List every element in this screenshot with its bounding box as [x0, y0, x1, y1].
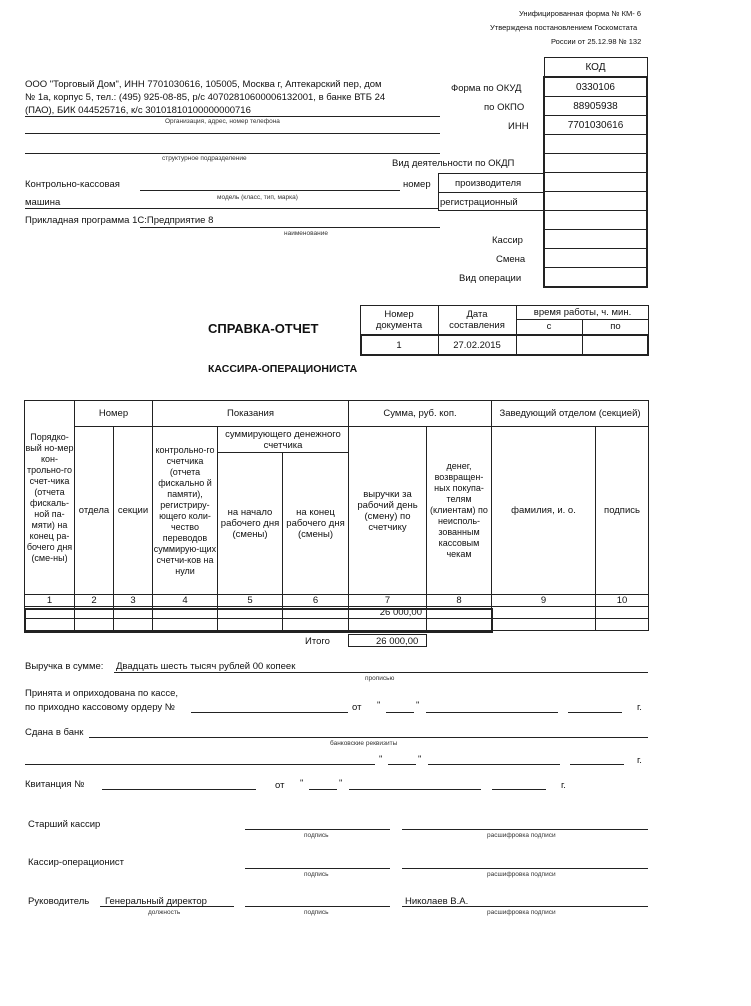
manufacturer-label: производителя	[455, 178, 522, 189]
manager-position: Генеральный директор	[105, 896, 207, 907]
kkm-label2: машина	[25, 197, 61, 208]
th-start: на начало рабочего дня (смены)	[218, 453, 283, 595]
accepted-line1: Принята и оприходована по кассе,	[25, 688, 179, 699]
col-num: 6	[283, 595, 349, 607]
th-section: секции	[114, 427, 153, 595]
col-num: 9	[492, 595, 596, 607]
col-num: 4	[153, 595, 218, 607]
bank-caption: банковские реквизиты	[330, 740, 398, 747]
total-label: Итого	[305, 636, 330, 647]
from-label: от	[352, 702, 362, 713]
doc-title: СПРАВКА-ОТЧЕТ	[208, 321, 319, 336]
column-numbers-row	[25, 595, 649, 607]
program-caption: наименование	[284, 230, 328, 237]
col-num: 1	[25, 595, 75, 607]
th-readings: Показания	[153, 401, 349, 427]
th-counter-no: Порядко-вый но-мер кон-трольно-го счет-чика (отчета фискаль-ной па-мяти) на конец ра-бочего дня (сме-ны)	[25, 401, 75, 595]
org-line2: № 1а, корпус 5, тел.: (495) 925-08-85, р/с 40702810600006132001, в банке ВТБ 24	[25, 92, 386, 103]
org-line3: (ПАО), БИК 044525716, к/с 30101810100000000716	[25, 105, 251, 116]
form-header-line3: России от 25.12.98 № 132	[551, 37, 642, 46]
shift-label: Смена	[496, 254, 526, 265]
org-line1: ООО "Торговый Дом", ИНН 7701030616, 105005, Москва г, Аптекарский пер, дом	[25, 79, 382, 90]
division-caption: структурное подразделение	[162, 155, 247, 162]
th-summing-counter: суммирующего денежного счетчика	[218, 427, 349, 453]
kkm-label1: Контрольно-кассовая	[25, 179, 120, 190]
th-revenue: выручки за рабочий день (смену) по счетчику	[349, 427, 427, 595]
col-num: 10	[596, 595, 649, 607]
doc-col-from: с	[546, 321, 552, 332]
col-num: 2	[75, 595, 114, 607]
form-header-line1: Унифицированная форма № КМ- 6	[519, 9, 642, 18]
doc-number: 1	[396, 339, 402, 351]
program-label: Прикладная программа 1С:Предприятие 8	[25, 215, 214, 226]
form-header-line2: Утверждена постановлением Госкомстата	[490, 23, 638, 32]
th-control-counter: контрольно-го счетчика (отчета фискально й памяти), регистриру-ющего коли-чество переводов суммирую-щих счетчи-ков на нули	[153, 427, 218, 595]
operation-label: Вид операции	[459, 273, 522, 284]
model-caption: модель (класс, тип, марка)	[217, 194, 298, 201]
th-head: Заведующий отделом (секцией)	[492, 401, 649, 427]
okdp-label: Вид деятельности по ОКДП	[392, 158, 515, 169]
inn-value: 7701030616	[544, 116, 647, 135]
okpo-value: 88905938	[544, 97, 647, 116]
codes-header: КОД	[544, 58, 647, 78]
th-name: фамилия, и. о.	[492, 427, 596, 595]
manager-name: Николаев В.А.	[405, 896, 469, 907]
doc-date: 27.02.2015	[453, 339, 501, 351]
revenue-words: Двадцать шесть тысяч рублей 00 копеек	[116, 661, 296, 672]
senior-cashier-label: Старший кассир	[28, 819, 101, 830]
doc-col-worktime: время работы, ч. мин.	[533, 306, 632, 318]
receipt-label: Квитанция №	[25, 779, 85, 790]
th-end: на конец рабочего дня (смены)	[283, 453, 349, 595]
col-num: 3	[114, 595, 153, 607]
main-table	[24, 400, 649, 631]
okpo-label: по ОКПО	[484, 102, 525, 113]
doc-col-date: Дата составления	[449, 308, 505, 331]
th-number: Номер	[75, 401, 153, 427]
doc-subtitle: КАССИРА-ОПЕРАЦИОНИСТА	[208, 363, 358, 375]
th-department: отдела	[75, 427, 114, 595]
th-sum: Сумма, руб. коп.	[349, 401, 492, 427]
words-caption: прописью	[365, 675, 395, 682]
okud-label: Форма по ОКУД	[451, 83, 522, 94]
org-caption: Организация, адрес, номер телефона	[165, 118, 280, 125]
bank-label: Сдана в банк	[25, 727, 84, 738]
revenue-label: Выручка в сумме:	[25, 661, 104, 672]
row1-revenue: 26 000,00	[349, 607, 427, 619]
codes-table	[543, 57, 648, 288]
nomer-label: номер	[403, 179, 431, 190]
cashier-operator-label: Кассир-операционист	[28, 857, 125, 868]
th-signature: подпись	[596, 427, 649, 595]
col-num: 7	[349, 595, 427, 607]
registration-label: регистрационный	[440, 197, 518, 208]
col-num: 8	[427, 595, 492, 607]
doc-col-to: по	[610, 321, 621, 332]
doc-col-number: Номер документа	[375, 308, 423, 331]
total-revenue: 26 000,00	[376, 636, 419, 647]
col-num: 5	[218, 595, 283, 607]
inn-label: ИНН	[508, 121, 529, 132]
okud-value: 0330106	[544, 77, 647, 97]
cashier-label: Кассир	[492, 235, 523, 246]
manager-label: Руководитель	[28, 896, 90, 907]
accepted-line2: по приходно кассовому ордеру №	[25, 702, 175, 713]
th-returned: денег, возвращен-ных покупа-телям (клиентам) по неисполь-зованным кассовым чекам	[427, 427, 492, 595]
